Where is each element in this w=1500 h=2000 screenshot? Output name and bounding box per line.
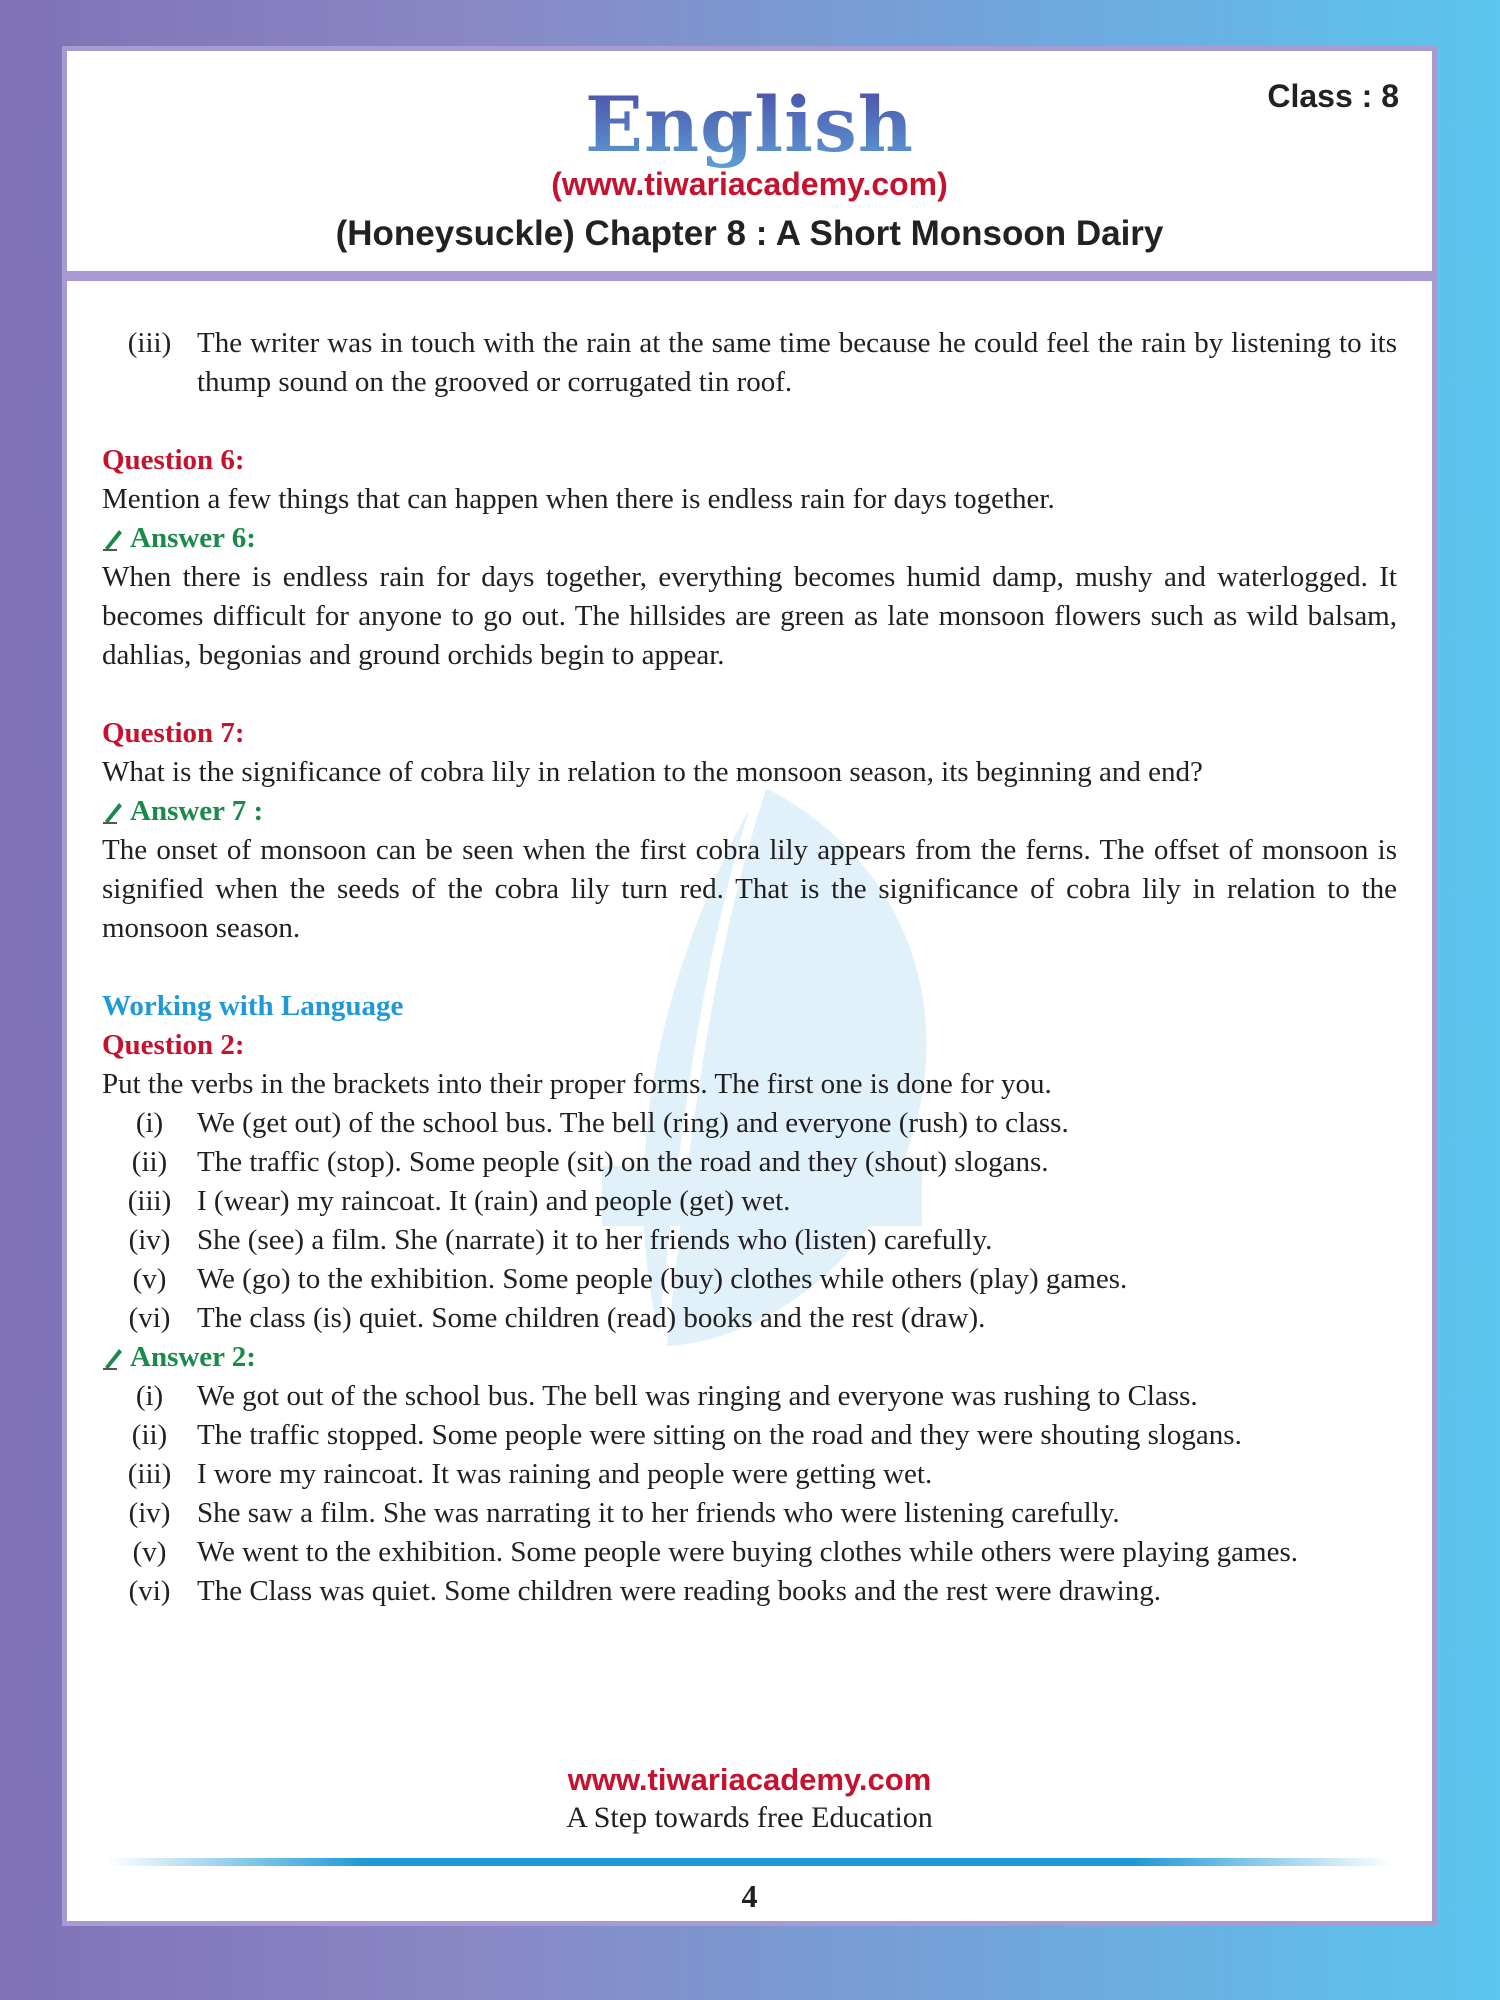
list-item: (vi) The Class was quiet. Some children were reading books and the rest were drawing. (128, 1575, 1161, 1607)
list-item: (iv) She saw a film. She was narrating it to her friends who were listening carefully. (128, 1497, 1120, 1529)
pen-icon (102, 1345, 124, 1371)
answer-2-heading: Answer 2: (102, 1338, 1397, 1377)
question-6-text: Mention a few things that can happen when there is endless rain for days together. (102, 483, 1055, 515)
footer-url[interactable]: www.tiwariacademy.com (567, 1762, 932, 1797)
question-7-heading: Question 7: (102, 717, 245, 749)
answer-6-heading: Answer 6: (102, 519, 1397, 558)
footer-tagline: A Step towards free Education (566, 1801, 933, 1834)
page-title: English (584, 80, 915, 169)
list-item (102, 324, 1397, 402)
item-number: (iii) (127, 327, 172, 359)
page-number: 4 (741, 1878, 758, 1914)
class-label: Class : 8 (1267, 78, 1399, 114)
header-url: (www.tiwariacademy.com) (551, 166, 948, 202)
answer-6-text: When there is endless rain for days together, everything becomes humid damp, mushy and waterlogged. It becomes difficult for anyone to go out. The hillsides are green as late monsoon flowers such as wild balsam, dahlias, begonias and ground orchids begin to appear. (102, 561, 1397, 671)
page-header (62, 46, 1437, 276)
list-item: (ii) The traffic (stop). Some people (sit) on the road and they (shout) slogans. (131, 1146, 1049, 1178)
list-item: (i) We got out of the school bus. The bell was ringing and everyone was rushing to Class. (135, 1380, 1198, 1412)
list-item: (ii) The traffic stopped. Some people were sitting on the road and they were shouting slogans. (131, 1419, 1242, 1451)
list-item: (vi) The class (is) quiet. Some children (read) books and the rest (draw). (128, 1302, 986, 1334)
answer-7-text: The onset of monsoon can be seen when the first cobra lily appears from the ferns. The offset of monsoon is signified when the seeds of the cobra lily turn red. That is the significance of cobra lily in relation to the monsoon season. (102, 834, 1397, 944)
pen-icon (102, 526, 124, 552)
chapter-title: (Honeysuckle) Chapter 8 : A Short Monsoon Dairy (335, 214, 1164, 253)
question-7-text: What is the significance of cobra lily in relation to the monsoon season, its beginning and end? (102, 756, 1203, 788)
list-item: (iv) She (see) a film. She (narrate) it to her friends who (listen) carefully. (128, 1224, 993, 1256)
footer-divider (107, 1858, 1392, 1866)
list-item: (iii) I (wear) my raincoat. It (rain) and people (get) wet. (127, 1185, 791, 1217)
section-heading: Working with Language (102, 990, 404, 1022)
answer-7-heading: Answer 7 : (102, 792, 1397, 831)
list-item: (v) We (go) to the exhibition. Some people (buy) clothes while others (play) games. (132, 1263, 1128, 1295)
question-2-heading: Question 2: (102, 1029, 245, 1061)
question-6-heading: Question 6: (102, 444, 245, 476)
item-text: The writer was in touch with the rain at the same time because he could feel the rain by listening to its thump sound on the grooved or corrugated tin roof. (197, 327, 1397, 398)
question-2-text: Put the verbs in the brackets into their proper forms. The first one is done for you. (102, 1068, 1052, 1100)
header-divider (62, 271, 1437, 281)
list-item: (i) We (get out) of the school bus. The bell (ring) and everyone (rush) to class. (135, 1107, 1069, 1139)
pen-icon (102, 799, 124, 825)
list-item: (v) We went to the exhibition. Some people were buying clothes while others were playing games. (132, 1536, 1298, 1568)
document-page (62, 46, 1437, 1926)
list-item: (iii) I wore my raincoat. It was raining and people were getting wet. (127, 1458, 933, 1490)
page-content (102, 324, 1397, 1611)
